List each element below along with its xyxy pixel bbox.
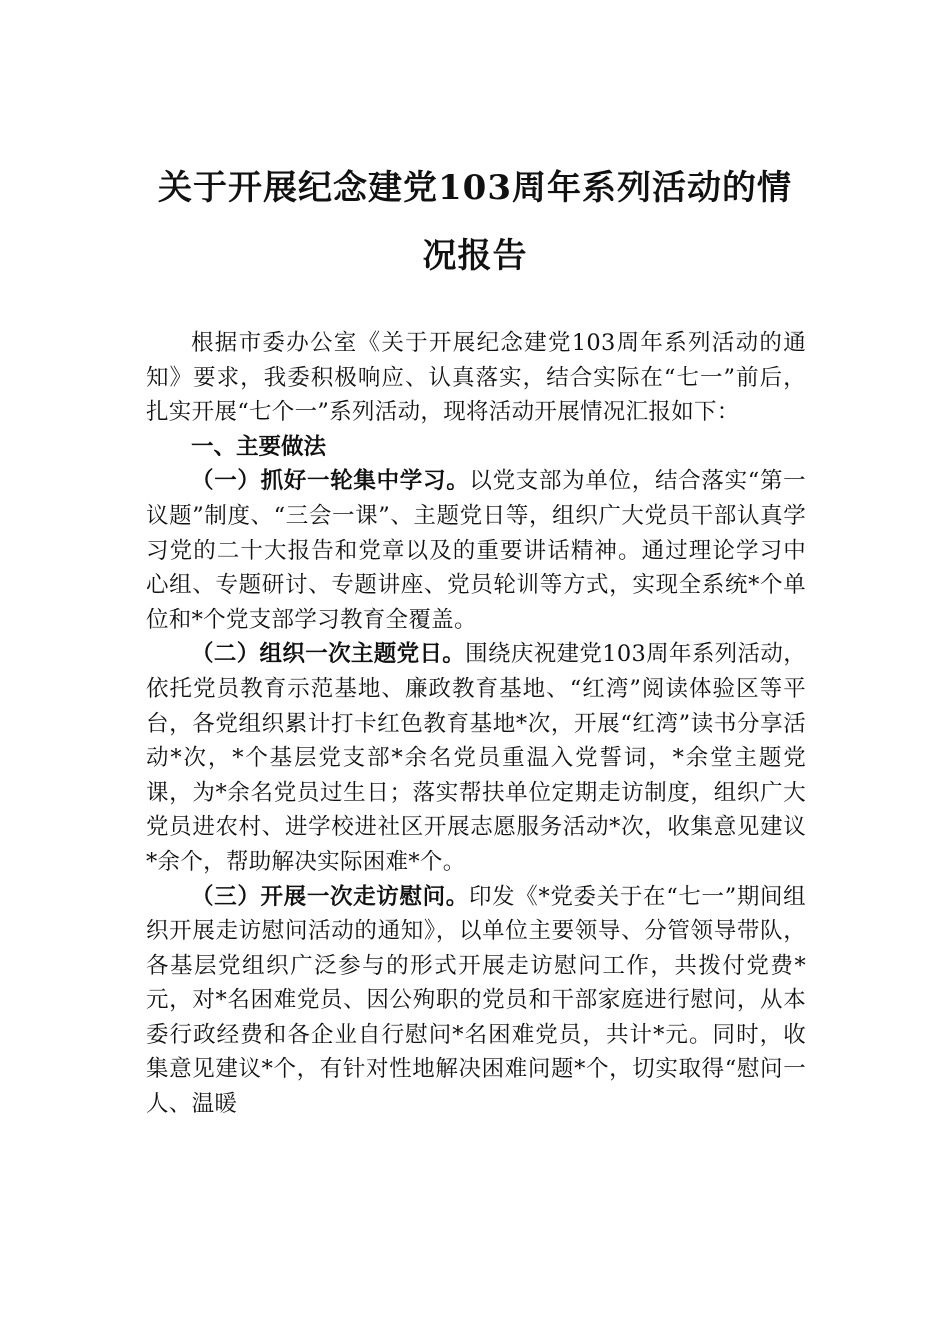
item-lead-3: （三）开展一次走访慰问。	[191, 883, 469, 910]
item-lead-1: （一）抓好一轮集中学习。	[191, 468, 470, 495]
item-paragraph-3	[146, 880, 806, 1122]
item-text-2: 围绕庆祝建党103周年系列活动，依托党员教育示范基地、廉政教育基地、“红湾”阅读体验区等平台，各党组织累计打卡红色教育基地*次，开展“红湾”读书分享活动*次，*个基层党支部*余名党员重温入党誓词，*余堂主题党课，为*余名党员过生日；落实帮扶单位定期走访制度，组织广大党员进农村、进学校进社区开展志愿服务活动*次，收集意见建议*余个，帮助解决实际困难*个。	[146, 641, 806, 875]
item-text-1: 以党支部为单位，结合落实“第一议题”制度、“三会一课”、主题党日等，组织广大党员干部认真学习党的二十大报告和党章以及的重要讲话精神。通过理论学习中心组、专题研讨、专题讲座、党员轮训等方式，实现全系统*个单位和*个党支部学习教育全覆盖。	[146, 468, 806, 633]
document-title-line-1: 关于开展纪念建党103周年系列活动的情	[158, 168, 792, 208]
document-title-line-2: 况报告	[422, 236, 528, 276]
document-body	[146, 326, 806, 1122]
item-paragraph-2	[146, 637, 806, 879]
section-heading-main-practices: 一、主要做法	[191, 433, 327, 460]
item-text-3: 印发《*党委关于在“七一”期间组织开展走访慰问活动的通知》，以单位主要领导、分管领导带队，各基层党组织广泛参与的形式开展走访慰问工作，共拨付党费*元，对*名困难党员、因公殉职的党员和干部家庭进行慰问，从本委行政经费和各企业自行慰问*名困难党员，共计*元。同时，收集意见建议*个，有针对性地解决困难问题*个，切实取得“慰问一人、温暖	[146, 883, 806, 1118]
item-lead-2: （二）组织一次主题党日。	[191, 641, 466, 668]
intro-paragraph: 根据市委办公室《关于开展纪念建党103周年系列活动的通知》要求，我委积极响应、认真落实，结合实际在“七一”前后，扎实开展“七个一”系列活动，现将活动开展情况汇报如下：	[146, 330, 806, 426]
item-paragraph-1	[146, 464, 806, 637]
